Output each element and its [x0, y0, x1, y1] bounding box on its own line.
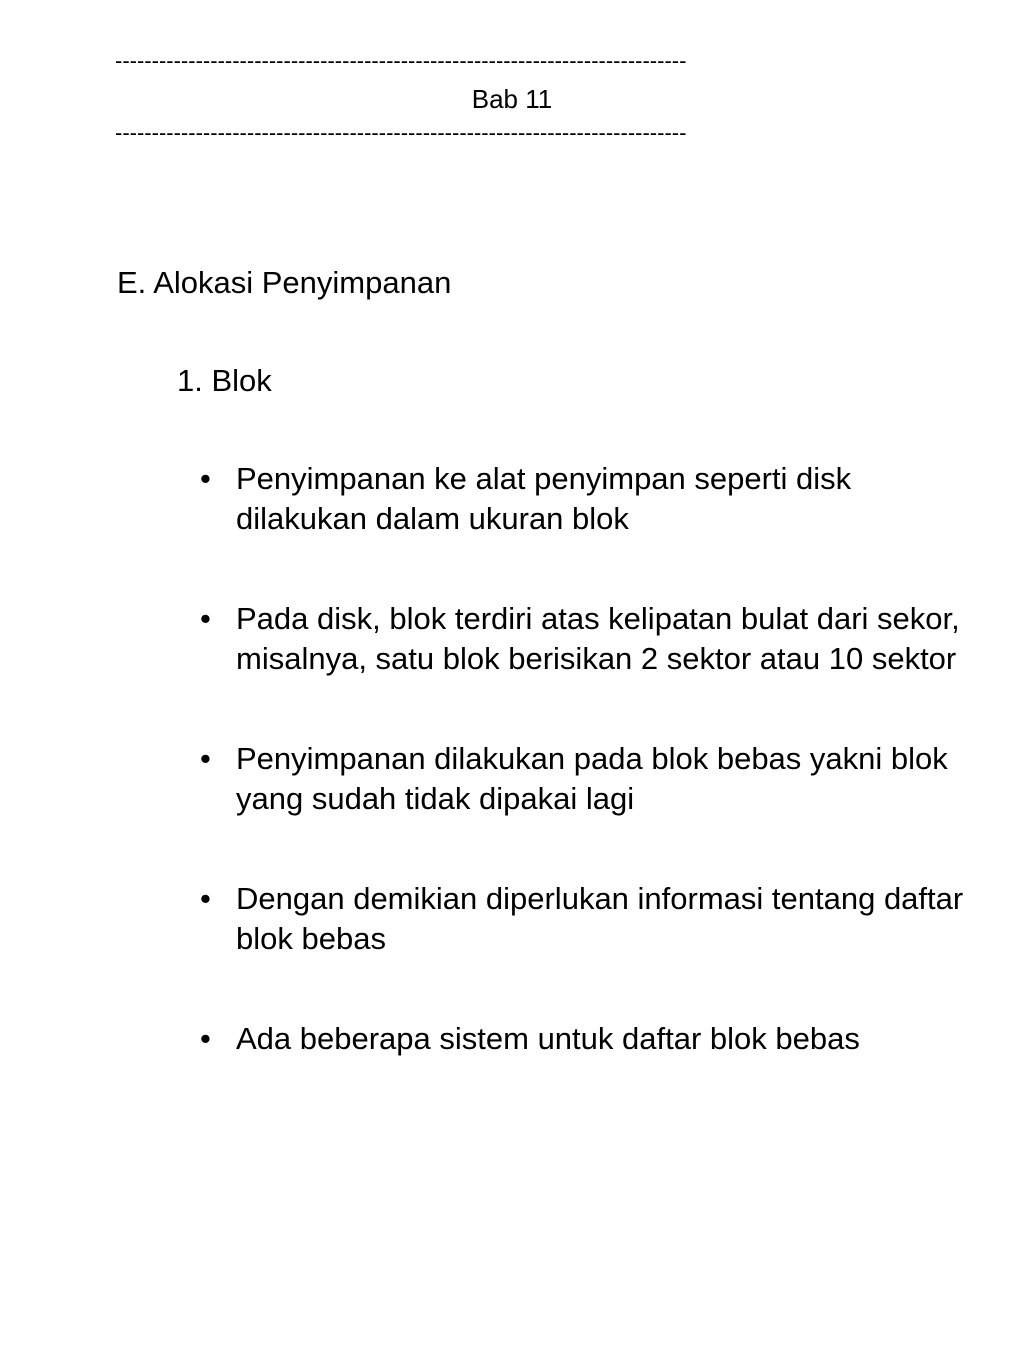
bullet-text: Pada disk, blok terdiri atas kelipatan bulat dari sekor, misalnya, satu blok berisikan 2 sektor atau 10 sektor — [236, 601, 960, 676]
bullet-icon: • — [200, 881, 211, 916]
bullet-icon: • — [200, 1021, 211, 1056]
bullet-text: Ada beberapa sistem untuk daftar blok bebas — [236, 1021, 860, 1056]
list-item — [200, 459, 970, 539]
bullet-icon: • — [200, 461, 211, 496]
section-heading: E. Alokasi Penyimpanan — [117, 265, 452, 300]
header-rule-top: ------------------------------------------------------------------------------ — [115, 48, 687, 73]
bullet-text: Dengan demikian diperlukan informasi tentang daftar blok bebas — [236, 881, 964, 956]
chapter-title: Bab 11 — [471, 84, 553, 114]
bullet-list — [200, 459, 970, 1119]
bullet-icon: • — [200, 741, 211, 776]
list-item — [200, 879, 970, 959]
bullet-icon: • — [200, 601, 211, 636]
bullet-text: Penyimpanan ke alat penyimpan seperti disk dilakukan dalam ukuran blok — [236, 461, 852, 536]
subsection-heading: 1. Blok — [177, 363, 272, 398]
list-item — [200, 599, 970, 679]
header-rule-bottom: ------------------------------------------------------------------------------ — [115, 120, 687, 145]
bullet-text: Penyimpanan dilakukan pada blok bebas yakni blok yang sudah tidak dipakai lagi — [236, 741, 948, 816]
list-item — [200, 1019, 970, 1059]
list-item — [200, 739, 970, 819]
